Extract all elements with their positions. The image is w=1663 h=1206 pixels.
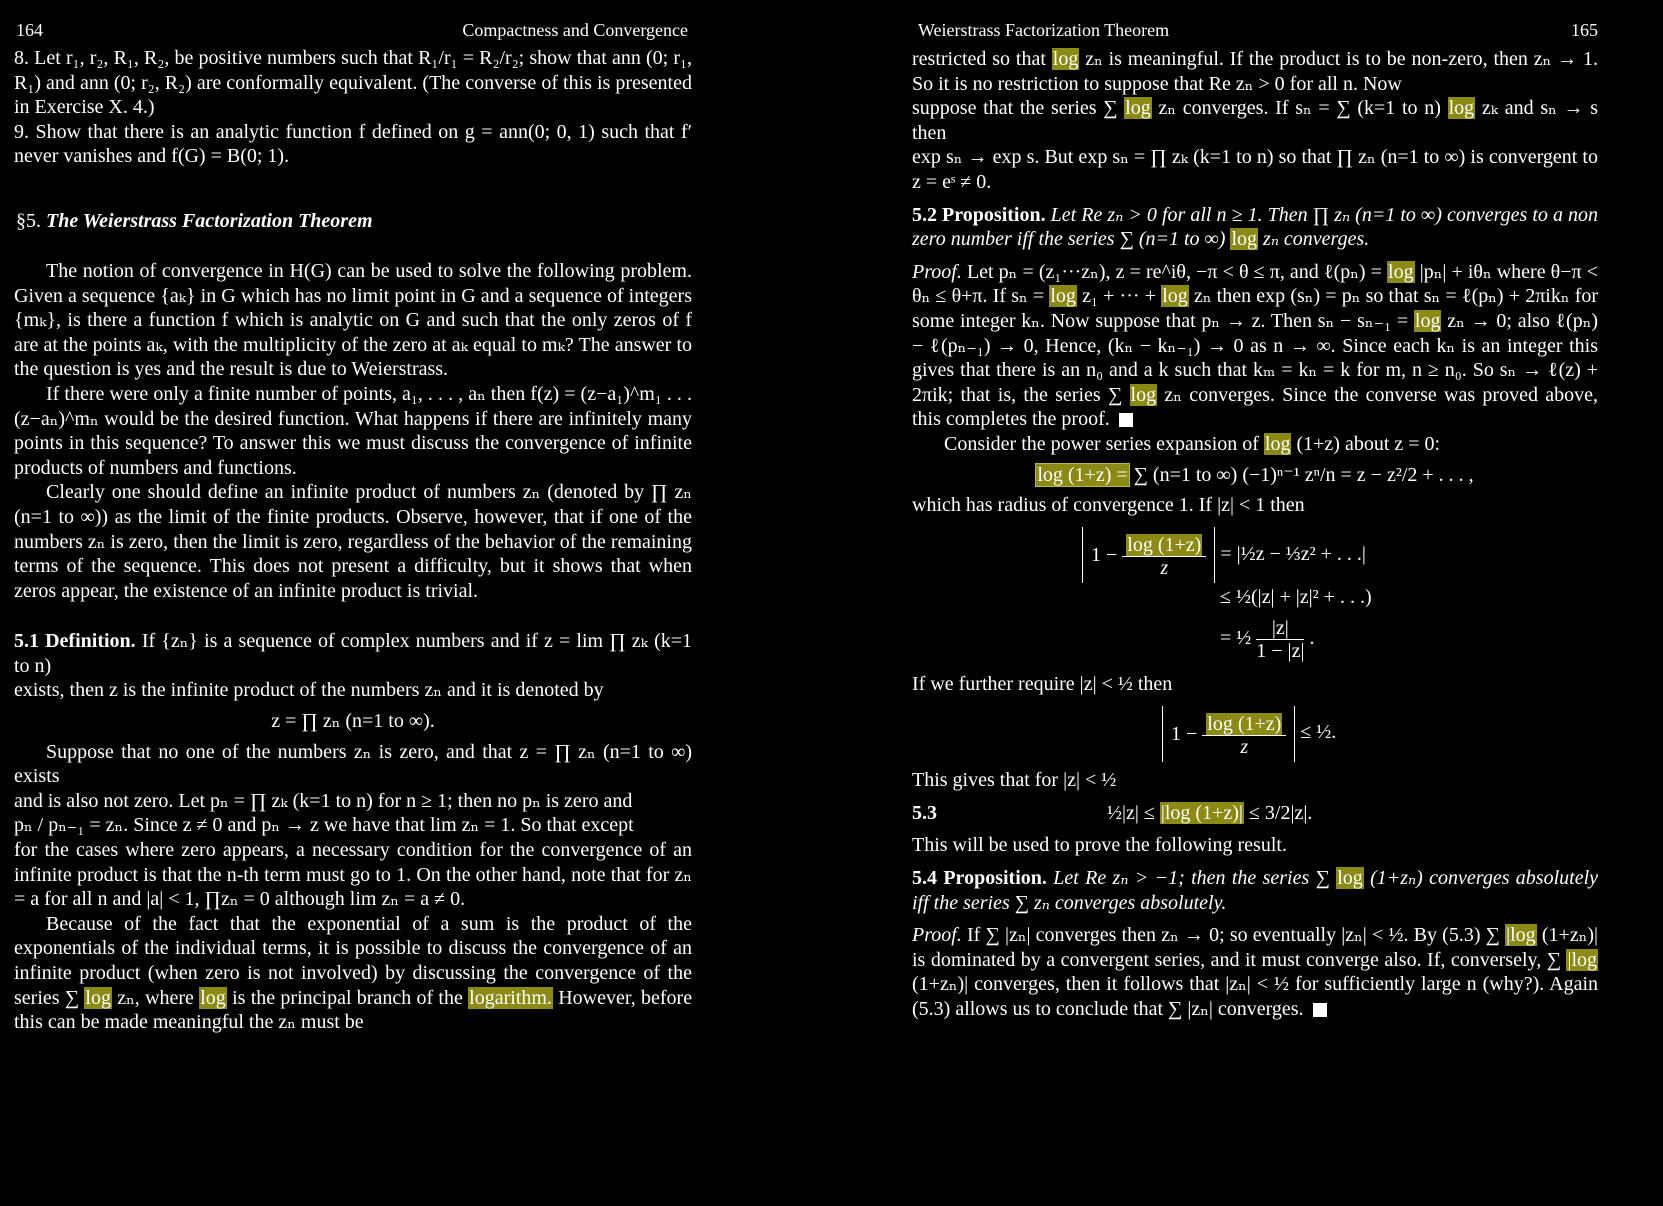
highlight-log: |log bbox=[1567, 948, 1598, 971]
proposition-label: 5.2 Proposition. bbox=[912, 203, 1046, 226]
paragraph: This gives that for |z| < ½ bbox=[912, 769, 1117, 792]
paragraph: If there were only a finite number of points, a₁, . . . , aₙ then f(z) = (z−a₁)^m₁ . . . (z−aₙ)^mₙ would be the desired function. What happens if there are infinitely many points in this sequence? To answer this we must discuss the convergence of infinite products of numbers and functions. bbox=[14, 382, 692, 479]
left-page bbox=[14, 0, 692, 1206]
left-page-header bbox=[14, 19, 692, 41]
highlight-log: log bbox=[1130, 383, 1157, 406]
paragraph: exp sₙ → exp s. But exp sₙ = ∏ zₖ (k=1 to n) so that ∏ zₙ (n=1 to ∞) is convergent to z = eˢ ≠ 0. bbox=[912, 146, 1598, 193]
highlight-log: log bbox=[1052, 48, 1079, 70]
highlight-log: |log bbox=[1506, 924, 1536, 947]
qed-square-icon bbox=[1119, 413, 1133, 427]
highlight-log: log bbox=[1448, 97, 1475, 120]
exercise-8: 8. Let r₁, r₂, R₁, R₂, be positive numbers such that R₁/r₁ = R₂/r₂; show that ann (0; r₁, R₁) and ann (0; r₂, R₂) are conformally equivalent. (The converse of this is presented in Exercise X. 4.) bbox=[14, 47, 692, 119]
definition-display-equation: z = ∏ zₙ (n=1 to ∞). bbox=[271, 710, 435, 733]
right-page bbox=[912, 0, 1598, 1206]
proof-label: Proof. bbox=[912, 260, 962, 283]
highlight-log: log bbox=[200, 986, 226, 1009]
right-page-header bbox=[912, 19, 1598, 41]
inequality-block-2: 1 − $\frac{\log (1+z)}{z}$ ≤ ½. bbox=[1162, 704, 1598, 760]
proposition-5-2: 5.2 Proposition. Let Re zₙ > 0 for all n ≥ 1. Then ∏ zₙ (n=1 to ∞) converges to a non zero number iff the series ∑ (n=1 to ∞) log zₙ converges. bbox=[912, 203, 1598, 251]
section-heading bbox=[16, 209, 692, 233]
paragraph: This will be used to prove the following result. bbox=[912, 834, 1287, 857]
paragraph: Clearly one should define an infinite product of numbers zₙ (denoted by ∏ zₙ (n=1 to ∞)) as the limit of the finite products. Observe, however, that if one of the numbers zₙ is zero, then the limit is zero, regardless of the behavior of the remaining terms of the sequence. This does not present a difficulty, but it shows that when zeros appear, the existence of an infinite product is trivial. bbox=[14, 481, 692, 602]
qed-square-icon bbox=[1313, 1003, 1327, 1017]
paragraph: restricted so that log zₙ is meaningful. If the product is to be non-zero, then zₙ → 1. So it is no restriction to suppose that Re zₙ > 0 for all n. Now bbox=[912, 48, 1599, 95]
highlight-log: log bbox=[1337, 867, 1363, 890]
paragraph: The notion of convergence in H(G) can be used to solve the following problem. Given a sequence {aₖ} in G which has no limit point in G and a sequence of integers {mₖ}, is there a function f which is analytic on G and such that the only zeros of f are at the points aₖ, with the multiplicity of the zero at aₖ equal to mₖ? The answer to the question is yes and the result is due to Weierstrass. bbox=[14, 259, 692, 381]
right-running-title: Weierstrass Factorization Theorem bbox=[918, 20, 1170, 40]
exercise-9: 9. Show that there is an analytic function f defined on g = ann(0; 0, 1) such that f′ never vanishes and f(G) = B(0; 1). bbox=[14, 120, 692, 168]
paragraph: and is also not zero. Let pₙ = ∏ zₖ (k=1 to n) for n ≥ 1; then no pₙ is zero and bbox=[14, 789, 633, 812]
highlight-log: log bbox=[1050, 285, 1076, 308]
left-page-number: 164 bbox=[16, 20, 43, 40]
highlight-log: log bbox=[1388, 260, 1414, 283]
highlight-log-series: log (1+z) = bbox=[1037, 463, 1128, 486]
inequality-line: = ½ $\frac{|z|}{1 - |z|}$ . bbox=[1220, 616, 1315, 662]
highlight-log: log bbox=[1231, 228, 1258, 251]
left-page-content bbox=[14, 46, 692, 1035]
proof-5-2: Proof. Let pₙ = (z₁···zₙ), z = re^iθ, −π < θ ≤ π, and ℓ(pₙ) = log |pₙ| + iθₙ where θ−π < θₙ ≤ θ+π. If sₙ = log z₁ + ··· + log zₙ then exp (sₙ) = pₙ so that sₙ = ℓ(pₙ) + 2πikₙ for some integer kₙ. Now suppose that pₙ → z. Then sₙ − sₙ₋₁ = log zₙ → 0; also ℓ(pₙ) − ℓ(pₙ₋₁) → 0, Hence, (kₙ − kₙ₋₁) → 0 as n → ∞. Since each kₙ is an integer this gives that there is an n₀ and a k such that kₘ = kₙ = k for m, n ≥ n₀. So sₙ → ℓ(z) + 2πik; that is, the series ∑ log zₙ converges. Since the converse was proved above, this completes the proof. bbox=[912, 260, 1599, 431]
paragraph: for the cases where zero appears, a necessary condition for the convergence of an infinite product is that the n-th term must go to 1. On the other hand, note that for zₙ = a for all n and |a| < 1, ∏zₙ = 0 although lim zₙ = a ≠ 0. bbox=[14, 839, 692, 911]
highlight-log: log bbox=[1162, 285, 1188, 308]
inequality-block-1: 1 − $\frac{\log (1+z)}{z}$ = |½z − ⅓z² + . . .| ≤ ½(|z| + |z|² + . . .) = ½ $\frac{|z|}{1 - |z|}$ . bbox=[1082, 526, 1598, 664]
paragraph: Suppose that no one of the numbers zₙ is zero, and that z = ∏ zₙ (n=1 to ∞) exists bbox=[14, 740, 692, 788]
definition-text-cont: exists, then z is the infinite product of the numbers zₙ and it is denoted by bbox=[14, 679, 604, 702]
highlight-log: log (1+z) bbox=[1127, 534, 1202, 556]
highlight-logarithm: logarithm. bbox=[469, 986, 552, 1009]
highlight-log: log bbox=[1414, 309, 1441, 332]
abs-expression: 1 − $\frac{\log (1+z)}{z}$ bbox=[1082, 527, 1215, 583]
series-equation: log (1+z) = ∑ (n=1 to ∞) (−1)ⁿ⁻¹ zⁿ/n = z − z²/2 + . . . , bbox=[1037, 463, 1474, 486]
equation-label: 5.3 bbox=[912, 801, 937, 824]
highlight-log: log bbox=[85, 986, 111, 1009]
proof-label: Proof. bbox=[912, 924, 962, 947]
definition-label: 5.1 Definition. bbox=[14, 630, 136, 653]
definition-text: If {zₙ} is a sequence of complex numbers and if z = lim ∏ zₖ (k=1 to n) bbox=[14, 630, 693, 677]
definition-5-1 bbox=[14, 629, 692, 678]
paragraph: If we further require |z| < ½ then bbox=[912, 672, 1173, 695]
proposition-5-4: 5.4 Proposition. Let Re zₙ > −1; then the series ∑ log (1+zₙ) converges absolutely iff the series ∑ zₙ converges absolutely. bbox=[912, 867, 1599, 914]
paragraph-exponential: Because of the fact that the exponential of a sum is the product of the exponentials of the individual terms, it is possible to discuss the convergence of an infinite product (when zero is not involved) by discussing the convergence of the series ∑ log zₙ, where log is the principal branch of the logarithm. However, before this can be made meaningful the zₙ must be bbox=[14, 912, 693, 1034]
proposition-label: 5.4 Proposition. bbox=[912, 867, 1047, 890]
equation-5-3: 5.3 ½|z| ≤ |log (1+z)| ≤ 3/2|z|. bbox=[912, 801, 1313, 824]
highlight-log: log bbox=[1125, 97, 1151, 120]
paragraph: which has radius of convergence 1. If |z| < 1 then bbox=[912, 494, 1305, 517]
right-page-number: 165 bbox=[1571, 20, 1598, 40]
paragraph: suppose that the series ∑ log zₙ converges. If sₙ = ∑ (k=1 to n) log zₖ and sₙ → s then bbox=[912, 97, 1599, 144]
paragraph: Consider the power series expansion of log (1+z) about z = 0: bbox=[944, 432, 1441, 455]
highlight-log-abs: |log (1+z)| bbox=[1160, 801, 1243, 824]
highlight-log: log (1+z) bbox=[1207, 712, 1282, 735]
right-page-content bbox=[912, 47, 1598, 1022]
section-number: §5. bbox=[16, 209, 41, 232]
inequality-line: ≤ ½(|z| + |z|² + . . .) bbox=[1220, 585, 1372, 608]
section-title: The Weierstrass Factorization Theorem bbox=[46, 209, 373, 232]
left-running-title: Compactness and Convergence bbox=[462, 20, 688, 40]
highlight-log: log bbox=[1264, 432, 1291, 455]
paragraph: pₙ / pₙ₋₁ = zₙ. Since z ≠ 0 and pₙ → z we have that lim zₙ = 1. So that except bbox=[14, 814, 634, 837]
proof-5-4: Proof. If ∑ |zₙ| converges then zₙ → 0; so eventually |zₙ| < ½. By (5.3) ∑ |log (1+zₙ)| is dominated by a convergent series, and it must converge also. If, conversely, ∑ |log (1+zₙ)| converges, then it follows that |zₙ| < ½ for sufficiently large n (why?). Again (5.3) allows us to conclude that ∑ |zₙ| converges. bbox=[912, 924, 1599, 1021]
